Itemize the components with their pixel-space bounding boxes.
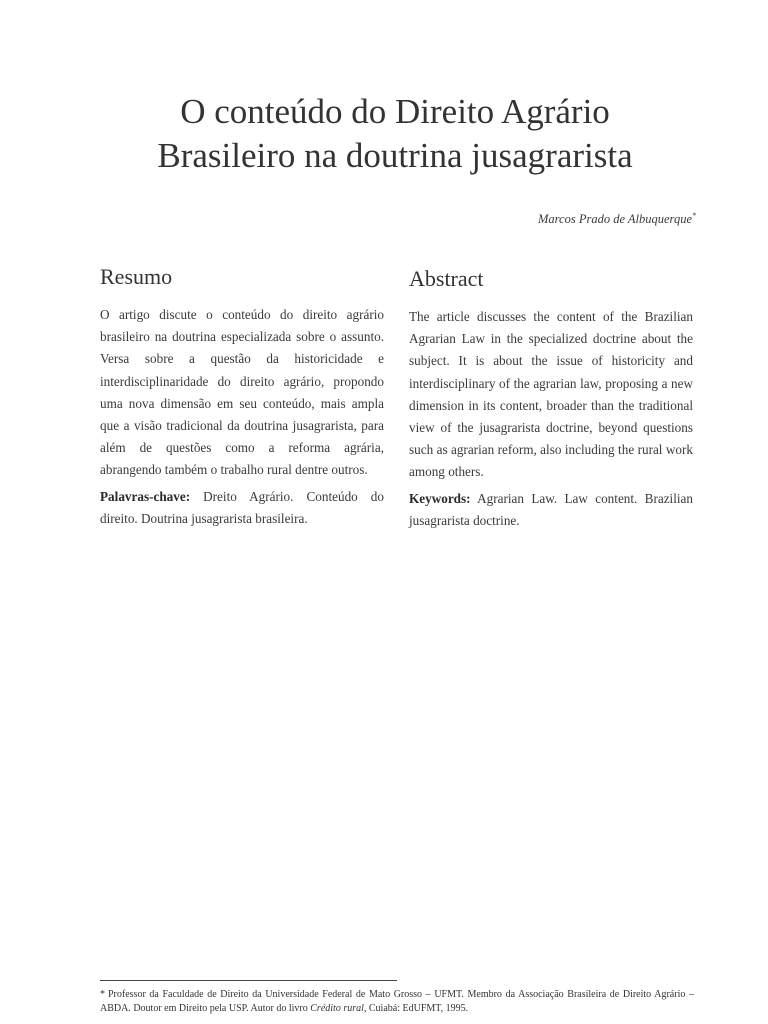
author-name: Marcos Prado de Albuquerque xyxy=(537,212,692,227)
resumo-keywords xyxy=(100,486,384,530)
title-line-2: Brasileiro na doutrina jusagrarista xyxy=(157,136,633,175)
abstract-body: The article discusses the content of the Brazilian Agrarian Law in the specialized doctrine about the subject. It is about the issue of historicity and interdisciplinary of the agrarian law, proposing a new dimension in its content, broader than the traditional view of the jusagrarista doctrine, beyond questions such as agrarian reform, also including the rural work among others. xyxy=(409,309,693,480)
abstract-keywords xyxy=(409,488,693,532)
footnote-marker: * xyxy=(100,989,105,1000)
abstract-section xyxy=(409,262,693,532)
footnote-book-title: Crédito rural xyxy=(310,1003,364,1014)
resumo-section xyxy=(100,262,384,530)
author-footnote-marker: * xyxy=(692,211,696,220)
resumo-keywords-label: Palavras-chave: xyxy=(100,488,191,504)
abstract-keywords-text: Agrarian Law. Law content. Brazilian jusagrarista doctrine. xyxy=(409,490,693,528)
resumo-keywords-text: Dreito Agrário. Conteúdo do direito. Doutrina jusagrarista brasileira. xyxy=(100,488,384,526)
author-footnote xyxy=(100,988,694,1016)
author-byline xyxy=(538,211,696,227)
resumo-body: O artigo discute o conteúdo do direito agrário brasileiro na doutrina especializada sobre o assunto. Versa sobre a questão da historicidade e interdisciplinaridade do direito agrário, propondo uma nova dimensão em seu conteúdo, mais ampla que a visão tradicional da doutrina jusagrarista, para além de questões como a reforma agrária, abrangendo também o trabalho rural dentre outros. xyxy=(100,307,384,478)
footnote-text-part1: Professor da Faculdade de Direito da Universidade Federal de Mato Grosso – UFMT. Membro da Associação Brasileira de Direito Agrário – ABDA. Doutor em Direito pela USP. Autor do livro xyxy=(100,989,694,1014)
abstract-heading: Abstract xyxy=(409,266,484,291)
article-title xyxy=(80,90,710,178)
footnote-text-part2: , Cuiabá: EdUFMT, 1995. xyxy=(363,1003,469,1014)
footnote-divider xyxy=(100,980,397,981)
resumo-heading: Resumo xyxy=(100,264,173,289)
title-line-1: O conteúdo do Direito Agrário xyxy=(180,92,610,131)
abstract-keywords-label: Keywords: xyxy=(409,490,471,506)
